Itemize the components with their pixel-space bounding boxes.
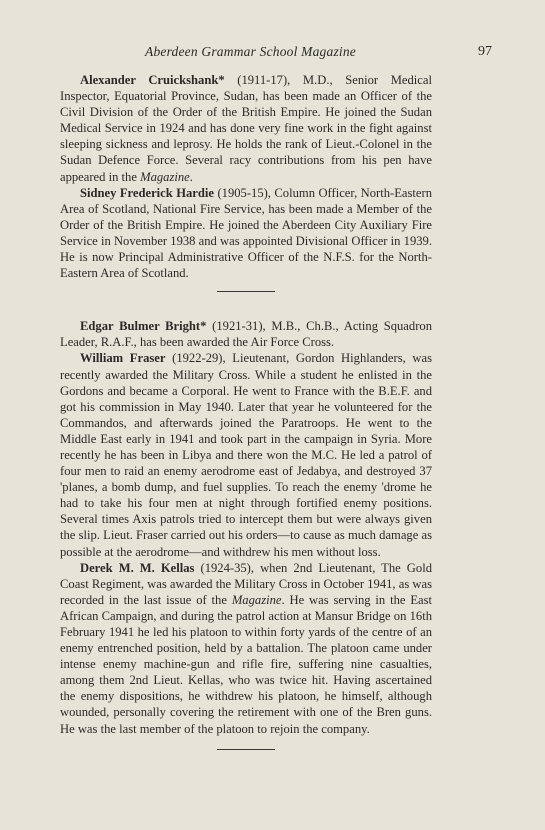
entry-name: Derek M. M. Kellas (80, 560, 195, 575)
entry-bright (60, 318, 432, 350)
entry-name: Alexander Cruickshank* (80, 73, 225, 87)
entry-kellas (60, 560, 432, 737)
entry-fraser (60, 350, 432, 559)
page-body (60, 72, 432, 750)
entry-name: William Fraser (80, 351, 166, 366)
entry-cruickshank (60, 72, 432, 185)
running-title: Aberdeen Grammar School Magazine (145, 44, 356, 59)
entry-name: Edgar Bulmer Bright* (80, 319, 207, 334)
end-divider (217, 749, 275, 750)
running-header (60, 44, 492, 64)
entry-hardie (60, 185, 432, 282)
entry-tail: . (189, 169, 193, 184)
entry-text: (1911-17), M.D., Senior Medical Inspector, Equatorial Province, Sudan, has been made an Officer of the Civil Division of the Order of the British Empire. He joined the Sudan Medical Service in 1924 and has done very fine work in the fight against sleeping sickness and leprosy. He holds the rank of Lieut.-Colonel in the Sudan Defence Force. Several racy contributions from his pen have appeared in the (60, 73, 432, 184)
entry-text: (1921-31), M.B., Ch.B., Acting Squadron Leader, R.A.F., has been awarded the Air Force Cross. (60, 319, 432, 350)
entry-text: (1905-15), Column Officer, North-Eastern Area of Scotland, National Fire Service, has been made a Member of the Order of the British Empire. He joined the Aberdeen City Auxiliary Fire Service in November 1938 and was appointed Divisional Officer in 1939. He is now Principal Administrative Officer of the N.F.S. for the North-Eastern Area of Scotland. (60, 185, 432, 281)
entry-tail: . He was serving in the East African Campaign, and during the patrol action at Mansur Bridge on 16th February 1941 he led his platoon to within forty yards of the centre of an enemy entrenched position, held by a battalion. The platoon came under intense enemy machine-gun and rifle fire, suffering nine casualties, among them 2nd Lieut. Kellas, who was twice hit. Having ascertained the enemy dispositions, he withdrew his platoon, he himself, although wounded, personally covering the retirement with one of the Bren guns. He was the last member of the platoon to rejoin the company. (60, 592, 433, 736)
page-number: 97 (478, 44, 492, 59)
section-divider (217, 291, 275, 292)
entry-text: (1924-35), when 2nd Lieutenant, The Gold Coast Regiment, was awarded the Military Cross in October 1941, as was recorded in the last issue of the (60, 560, 432, 607)
entry-name: Sidney Frederick Hardie (80, 185, 214, 200)
entry-text: (1922-29), Lieutenant, Gordon Highlanders, was recently awarded the Military Cross. While a student he enlisted in the Gordons and became a Corporal. He went to France with the B.E.F. and got his commission in May 1940. Later that year he volunteered for the Commandos, and afterwards joined the Paratroops. He went to the Middle East early in 1941 and took part in the campaign in Syria. More recently he has been in Libya and there won the M.C. He led a patrol of four men to raid an enemy aerodrome east of Jedabya, and destroyed 37 'planes, a bomb dump, and fuel supplies. To reach the enemy 'drome he had to take his four men at night through fortified enemy positions. Several times Axis patrols tried to intercept them but were always given the slip. Lieut. Fraser carried out his orders—to cause as much damage as possible at the aerodrome—and withdrew his men without loss. (60, 351, 432, 559)
entry-italic: Magazine (231, 592, 282, 607)
entry-italic: Magazine (140, 169, 190, 184)
